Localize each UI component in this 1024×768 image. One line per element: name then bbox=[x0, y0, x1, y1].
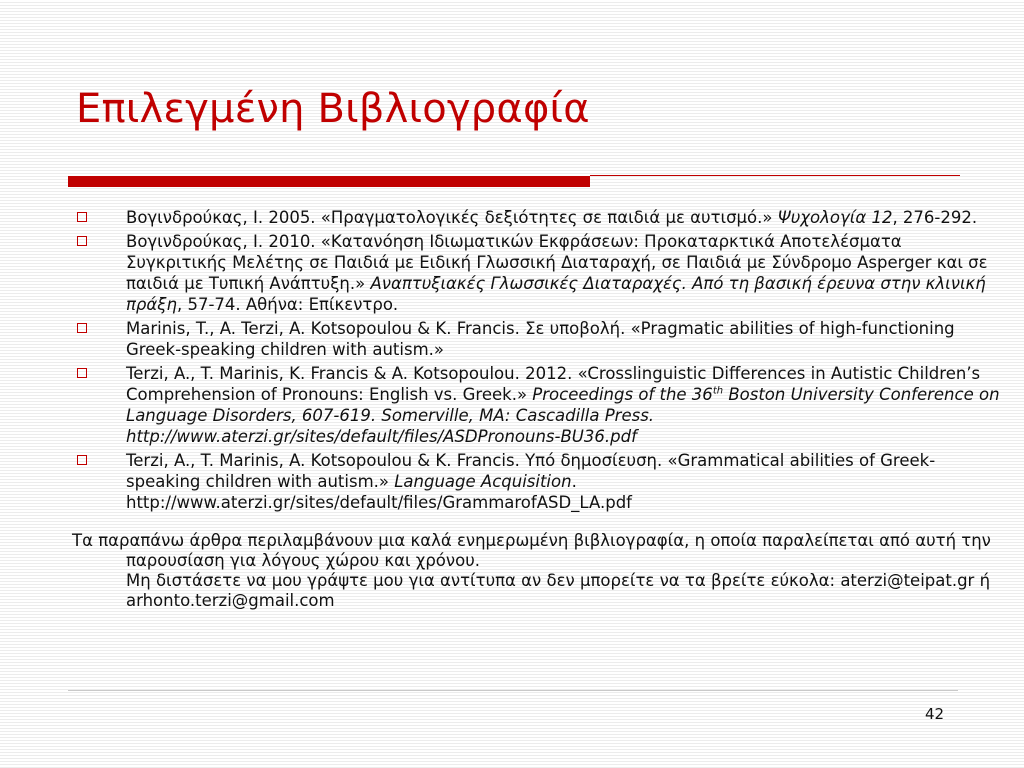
reference-book: Αναπτυξιακές Γλωσσικές Διαταραχές. Από τη βασική έρευνα στην κλινική πράξη bbox=[126, 274, 986, 314]
title-underline-thick bbox=[68, 176, 590, 187]
reference-item bbox=[72, 231, 1002, 315]
ordinal-suffix: th bbox=[712, 385, 724, 397]
title-underline-thin bbox=[590, 175, 960, 176]
reference-pages: , 276-292. bbox=[892, 208, 978, 227]
note-paragraph: Τα παραπάνω άρθρα περιλαμβάνουν μια καλά ενημερωμένη βιβλιογραφία, η οποία παραλείπεται από αυτή την παρουσίαση για λόγους χώρου και χρόνου. bbox=[72, 531, 991, 570]
square-bullet-icon bbox=[77, 236, 87, 246]
reference-list bbox=[72, 207, 1002, 513]
reference-text: Terzi, A., T. Marinis, K. Francis & A. Kotsopoulou. 2012. «Crosslinguistic Differences in Autistic Children’s Comprehension of Pronouns: English vs. Greek.» bbox=[126, 364, 981, 404]
reference-item bbox=[72, 450, 1002, 513]
reference-journal: Language Acquisition bbox=[394, 472, 572, 491]
reference-journal: Ψυχολογία 12 bbox=[777, 208, 893, 227]
reference-text: Βογινδρούκας, Ι. 2005. «Πραγματολογικές δεξιότητες σε παιδιά με αυτισμό.» bbox=[126, 208, 778, 227]
square-bullet-icon bbox=[77, 212, 87, 222]
slide-title: Επιλεγμένη Βιβλιογραφία bbox=[76, 86, 590, 132]
reference-proceedings-title: Proceedings of the 36 bbox=[532, 385, 713, 404]
reference-item bbox=[72, 363, 1002, 447]
reference-text: Βογινδρούκας, Ι. 2010. «Κατανόηση Ιδιωματικών Εκφράσεων: Προκαταρκτικά Αποτελέσματα Συγκριτικής Μελέτης σε Παιδιά με Ειδική Γλωσσική Διαταραχή, σε Παιδιά με Σύνδρομο Asperger και σε παιδιά με Τυπική Ανάπτυξη.» bbox=[126, 232, 988, 293]
square-bullet-icon bbox=[77, 455, 87, 465]
reference-item bbox=[72, 207, 1002, 228]
reference-url: . http://www.aterzi.gr/sites/default/files/GrammarofASD_LA.pdf bbox=[126, 472, 632, 512]
reference-item bbox=[72, 318, 1002, 360]
reference-proceedings-rest: Boston University Conference on Language Disorders, 607-619. Somerville, MA: Cascadilla Press. http://www.aterzi.gr/sites/default/files/ASDPronouns-BU36.pdf bbox=[126, 385, 1000, 446]
closing-note bbox=[72, 531, 1002, 611]
reference-text: Marinis, T., A. Terzi, A. Kotsopoulou & K. Francis. Σε υποβολή. «Pragmatic abilities of high-functioning Greek-speaking children with autism.» bbox=[126, 319, 955, 359]
square-bullet-icon bbox=[77, 323, 87, 333]
note-contact: Μη διστάσετε να μου γράψτε μου για αντίτυπα αν δεν μπορείτε να τα βρείτε εύκολα: aterzi@teipat.gr ή arhonto.terzi@gmail.com bbox=[126, 571, 991, 610]
slide-content bbox=[72, 207, 1002, 611]
reference-text: Terzi, A., T. Marinis, A. Kotsopoulou & K. Francis. Υπό δημοσίευση. «Grammatical abilities of Greek-speaking children with autism.» bbox=[126, 451, 936, 491]
reference-pages: , 57-74. Αθήνα: Επίκεντρο. bbox=[176, 295, 399, 314]
footer-divider bbox=[68, 690, 958, 691]
square-bullet-icon bbox=[77, 368, 87, 378]
page-number: 42 bbox=[925, 705, 945, 723]
